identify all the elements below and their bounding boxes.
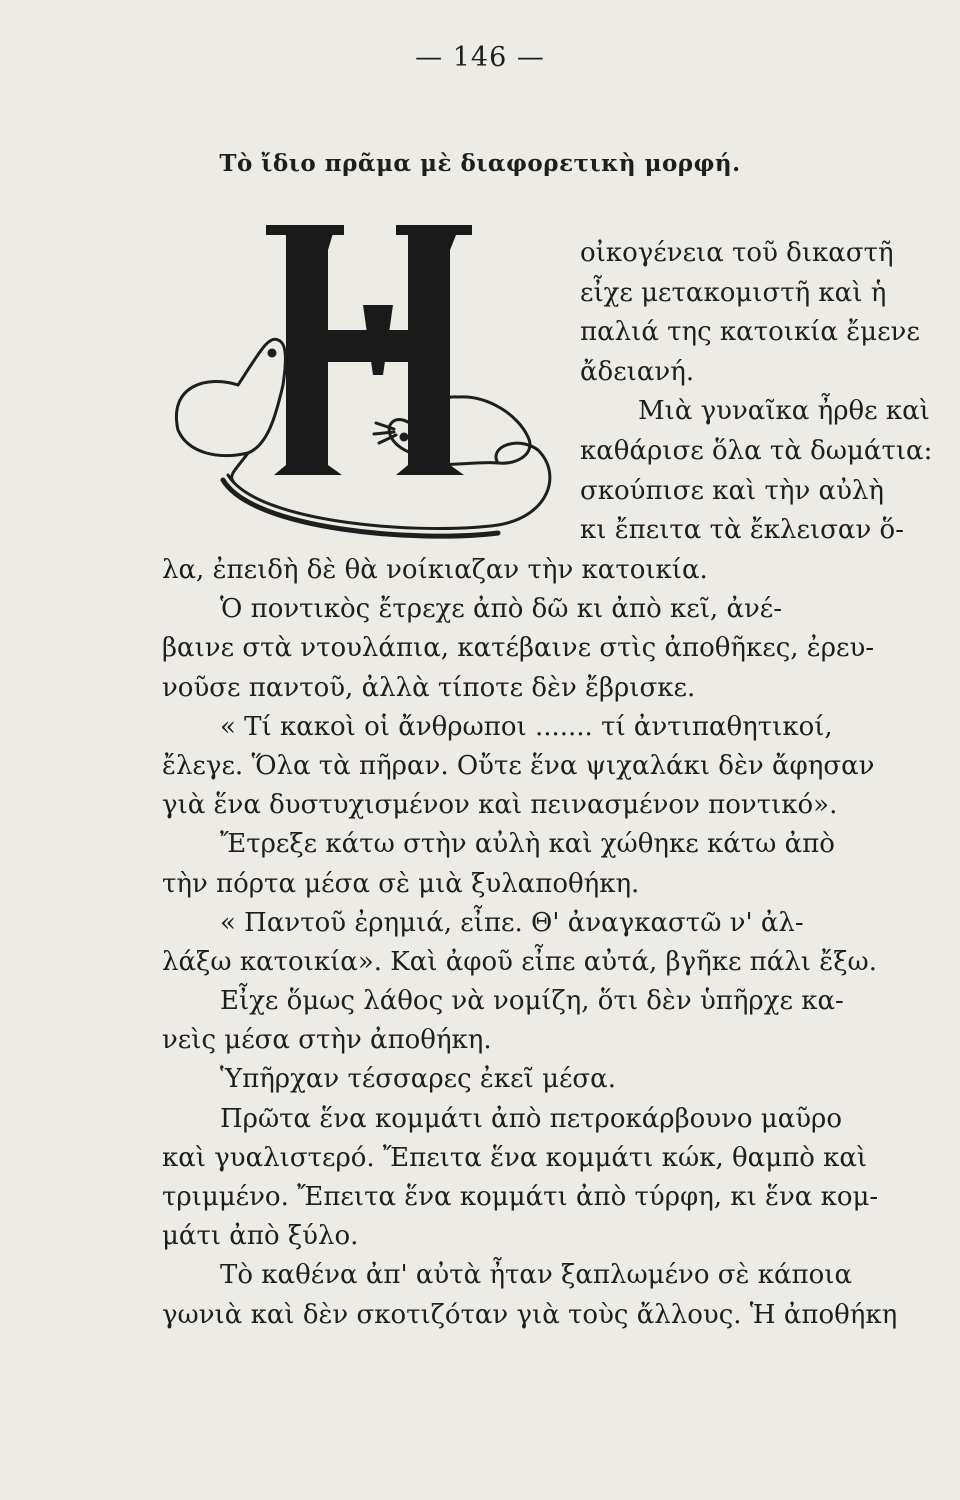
illuminated-initial xyxy=(168,225,568,555)
text-line: Εἶχε ὅμως λάθος νὰ νομίζη, ὅτι δὲν ὑπῆρχε κα- xyxy=(220,986,844,1017)
section-title: Τὸ ἴδιο πρᾶμα μὲ διαφορετικὴ μορφή. xyxy=(219,150,741,177)
text-line: ἔλεγε. Ὅλα τὰ πῆραν. Οὔτε ἕνα ψιχαλάκι δὲν ἄφησαν xyxy=(162,750,875,781)
text-line: κι ἔπειτα τὰ ἔκλεισαν ὅ- xyxy=(580,515,904,546)
text-line: γωνιὰ καὶ δὲν σκοτιζόταν γιὰ τοὺς ἄλλους. Ἡ ἀποθήκη xyxy=(162,1299,898,1330)
text-line: λάξω κατοικία». Καὶ ἀφοῦ εἶπε αὐτά, βγῆκε πάλι ἔξω. xyxy=(162,946,877,977)
text-line: Πρῶτα ἕνα κομμάτι ἀπὸ πετροκάρβουνο μαῦρο xyxy=(220,1103,842,1134)
page-number: — 146 — xyxy=(415,42,545,73)
text-line: Τὸ καθένα ἀπ' αὐτὰ ἦταν ξαπλωμένο σὲ κάποια xyxy=(220,1260,853,1291)
text-line: λα, ἐπειδὴ δὲ θὰ νοίκιαζαν τὴν κατοικία. xyxy=(162,555,708,585)
text-line: γιὰ ἕνα δυστυχισμένον καὶ πεινασμένον ποντικό». xyxy=(162,790,838,821)
text-line: οἰκογένεια τοῦ δικαστῆ xyxy=(580,238,894,268)
text-line: « Παντοῦ ἐρημιά, εἶπε. Θ' ἀναγκαστῶ ν' ἀλ- xyxy=(220,907,804,938)
text-line: νεὶς μέσα στὴν ἀποθήκη. xyxy=(162,1025,492,1056)
text-line: παλιά της κατοικία ἔμενε xyxy=(580,317,920,348)
mice-illustration xyxy=(176,339,549,536)
text-line: Μιὰ γυναῖκα ἦρθε καὶ xyxy=(638,396,930,427)
text-line: εἶχε μετακομιστῆ καὶ ἡ xyxy=(580,277,887,308)
text-line: βαινε στὰ ντουλάπια, κατέβαινε στὶς ἀποθῆκες, ἐρευ- xyxy=(162,633,875,664)
text-line: καὶ γυαλιστερό. Ἔπειτα ἕνα κομμάτι κώκ, θαμπὸ καὶ xyxy=(162,1142,868,1173)
text-line: Ὁ ποντικὸς ἔτρεχε ἀπὸ δῶ κι ἀπὸ κεῖ, ἀνέ- xyxy=(220,594,783,625)
text-line: καθάρισε ὅλα τὰ δωμάτια: xyxy=(580,435,933,466)
text-line: νοῦσε παντοῦ, ἀλλὰ τίποτε δὲν ἔβρισκε. xyxy=(162,672,696,703)
text-line: Ὑπῆρχαν τέσσαρες ἐκεῖ μέσα. xyxy=(220,1064,617,1095)
text-line: ἄδειανή. xyxy=(580,356,695,387)
text-line: σκούπισε καὶ τὴν αὐλὴ xyxy=(580,475,884,506)
drop-cap-lines xyxy=(580,234,940,551)
text-line: Ἔτρεξε κάτω στὴν αὐλὴ καὶ χώθηκε κάτω ἀπὸ xyxy=(220,829,835,860)
letter-h-glyph xyxy=(266,225,472,475)
text-line: « Τί κακοὶ οἱ ἄνθρωποι ....... τί ἀντιπαθητικοί, xyxy=(220,711,833,742)
text-line: μάτι ἀπὸ ξύλο. xyxy=(162,1221,359,1252)
body-text xyxy=(162,551,937,1335)
text-line: τριμμένο. Ἔπειτα ἕνα κομμάτι ἀπὸ τύρφη, κι ἕνα κομ- xyxy=(162,1182,879,1212)
text-line: τὴν πόρτα μέσα σὲ μιὰ ξυλαποθήκη. xyxy=(162,868,640,899)
